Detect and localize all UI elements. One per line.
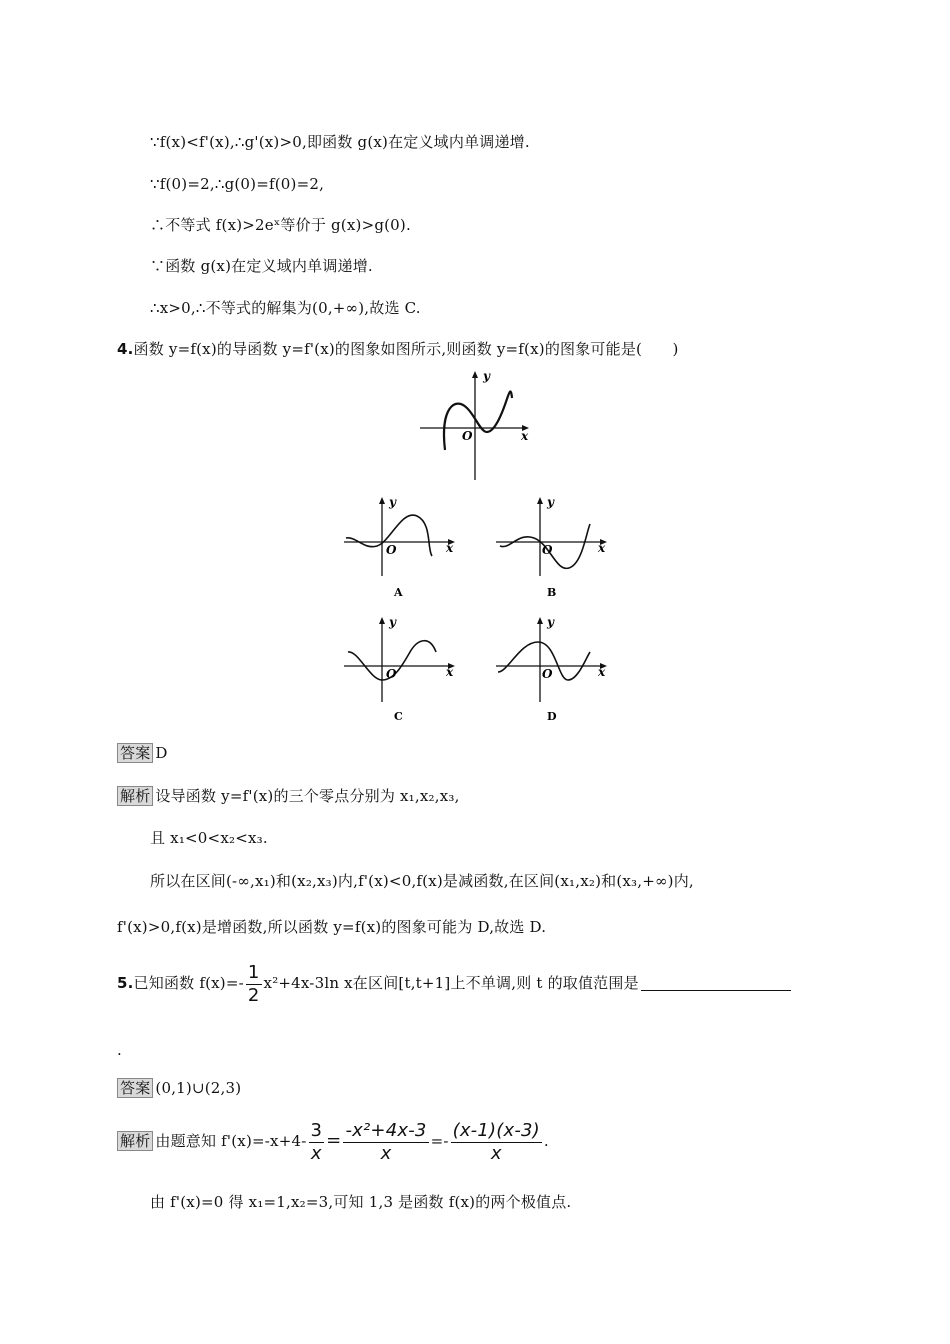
- text-line: ∵f(0)=2,∴g(0)=f(0)=2,: [150, 175, 325, 193]
- option-d-label: D: [547, 710, 557, 723]
- y-axis-arrow: [472, 371, 478, 378]
- question-stem-post: x²+4x-3ln x在区间[t,t+1]上不单调,则 t 的取值范围是: [263, 974, 639, 992]
- analysis-tag: 解析: [117, 1131, 153, 1151]
- fraction-denominator: x: [380, 1142, 392, 1164]
- origin-label: O: [542, 543, 553, 557]
- y-label: y: [389, 495, 396, 509]
- y-axis-arrow: [379, 497, 385, 504]
- derivative-graph: [415, 368, 535, 486]
- fraction-denominator: x: [490, 1142, 502, 1164]
- analysis-line: 所以在区间(-∞,x₁)和(x₂,x₃)内,f'(x)<0,f(x)是减函数,在区间(x₁,x₂)和(x₃,+∞)内,: [150, 872, 694, 890]
- y-axis-arrow: [379, 617, 385, 624]
- question-stem-pre: 已知函数 f(x)=-: [133, 974, 244, 992]
- option-b-graph: [494, 494, 614, 604]
- analysis-text: 设导函数 y=f'(x)的三个零点分别为 x₁,x₂,x₃,: [155, 787, 460, 805]
- question-5: [117, 960, 791, 1006]
- x-label: x: [446, 541, 454, 555]
- fraction-numerator: -x²+4x-3: [345, 1119, 427, 1141]
- fraction-denominator: 2: [247, 984, 260, 1006]
- text-line: ∵f(x)<f'(x),∴g'(x)>0,即函数 g(x)在定义域内单调递增.: [150, 133, 530, 151]
- answer-value: D: [155, 744, 168, 762]
- analysis-line: f'(x)>0,f(x)是增函数,所以函数 y=f(x)的图象可能为 D,故选 D.: [117, 918, 547, 936]
- equals-minus: =-: [430, 1132, 449, 1150]
- answer-row: [117, 1078, 241, 1098]
- fraction-numerator: (x-1)(x-3): [452, 1119, 540, 1141]
- fraction-factored: [451, 1120, 542, 1165]
- analysis-line: 且 x₁<0<x₂<x₃.: [150, 829, 268, 847]
- origin-label: O: [542, 667, 553, 681]
- y-label: y: [547, 495, 554, 509]
- analysis-row: [117, 786, 460, 806]
- fraction-denominator: x: [310, 1142, 322, 1164]
- analysis-tag: 解析: [117, 786, 153, 806]
- fraction-quadratic: [343, 1120, 428, 1165]
- answer-tag: 答案: [117, 743, 153, 763]
- option-c-graph: [342, 614, 462, 726]
- answer-value: (0,1)∪(2,3): [155, 1079, 242, 1097]
- text-line: ∴不等式 f(x)>2eˣ等价于 g(x)>g(0).: [150, 216, 411, 234]
- y-label: y: [547, 615, 554, 629]
- y-axis-arrow: [537, 617, 543, 624]
- x-label: x: [598, 665, 606, 679]
- y-axis-arrow: [537, 497, 543, 504]
- derivative-curve: [444, 392, 512, 450]
- fraction-numerator: 1: [247, 961, 260, 983]
- fraction-3-over-x: [309, 1120, 325, 1165]
- y-label: y: [389, 615, 396, 629]
- fraction-half: [246, 962, 262, 1007]
- question-4: [117, 339, 679, 359]
- option-b-label: B: [547, 586, 557, 599]
- question-number: 4.: [117, 340, 134, 358]
- x-label: x: [598, 541, 606, 555]
- x-label: x: [521, 429, 529, 443]
- analysis-pre: 由题意知 f'(x)=-x+4-: [155, 1132, 307, 1150]
- equals-sign: =: [326, 1130, 342, 1151]
- origin-label: O: [462, 429, 473, 443]
- option-c-label: C: [394, 710, 403, 723]
- answer-tag: 答案: [117, 1078, 153, 1098]
- question-stem: 函数 y=f(x)的导函数 y=f'(x)的图象如图所示,则函数 y=f(x)的图象可能是( ): [133, 340, 679, 358]
- fraction-numerator: 3: [310, 1119, 323, 1141]
- option-a-graph: [342, 494, 462, 604]
- origin-label: O: [386, 667, 397, 681]
- analysis-end: .: [543, 1132, 549, 1150]
- blank-period: .: [117, 1041, 122, 1059]
- option-a-label: A: [394, 586, 403, 599]
- text-line: ∵函数 g(x)在定义域内单调递增.: [150, 257, 373, 275]
- analysis-line: 由 f'(x)=0 得 x₁=1,x₂=3,可知 1,3 是函数 f(x)的两个极值点.: [150, 1193, 572, 1211]
- origin-label: O: [386, 543, 397, 557]
- x-label: x: [446, 665, 454, 679]
- y-label: y: [483, 369, 490, 383]
- answer-row: [117, 743, 168, 763]
- text-line: ∴x>0,∴不等式的解集为(0,+∞),故选 C.: [150, 299, 421, 317]
- option-d-graph: [494, 614, 614, 726]
- answer-blank: [641, 974, 791, 991]
- question-number: 5.: [117, 974, 134, 992]
- analysis-row: [117, 1118, 549, 1164]
